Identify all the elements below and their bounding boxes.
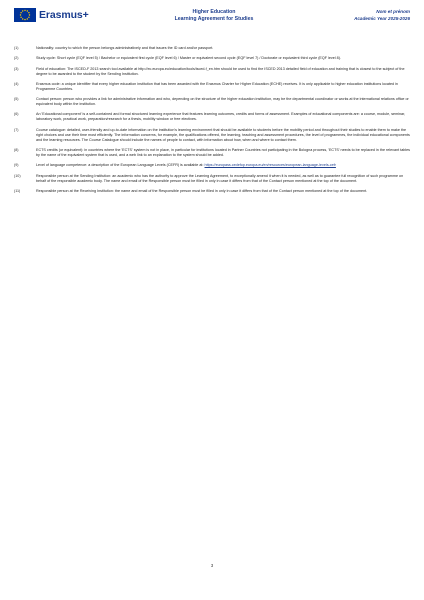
endnote-number: (7) (14, 127, 19, 132)
endnote (14, 112, 410, 122)
document-title (134, 9, 294, 23)
endnote-number: (9) (14, 163, 19, 168)
erasmus-logo (14, 8, 89, 22)
eu-flag-icon (14, 8, 36, 22)
endnote (14, 189, 410, 194)
endnote (14, 82, 410, 92)
endnote-text: ECTS credits (or equivalent): in countries where the 'ECTS' system is not in place, in particular for institutions located in Partner Countries not participating in the Bologna process, 'ECTS' needs to be replaced in the relevant tables by the name of the equivalent system that is used, and a web link to an explanation to the system should be added. (36, 148, 411, 158)
endnote-number: (3) (14, 66, 19, 71)
endnote-text: Responsible person at the Receiving Institution: the name and email of the Responsible person must be filled in only in case it differs from that of the Contact person mentioned at the top of the document. (36, 188, 368, 193)
endnote-text: Contact person: person who provides a link for administrative information and who, depending on the structure of the higher education institution, may be the departmental coordinator or works at the international relations office or equivalent body within the institution. (36, 97, 409, 107)
endnote-number: (1) (14, 46, 19, 50)
title-line-2: Learning Agreement for Studies (174, 16, 254, 22)
endnote-text: Responsible person at the Sending Institution: an academic who has the authority to approve the Learning Agreement, to exceptionally amend it when it is needed, as well as to guarantee full recognition of such programme on behalf of the responsible academic body. The name and email of the Responsible person must be filled in only in case it differs from that of the Contact person mentioned at the top of the document. (36, 173, 404, 183)
academic-year: Academic Year 2025-2026 (354, 15, 410, 21)
endnote (14, 163, 410, 168)
endnotes-list (14, 46, 410, 199)
endnote (14, 56, 410, 61)
logo-text: Erasmus+ (39, 9, 89, 21)
endnote-text: Level of language competence: a description of the European Language Levels (CEFR) is available at: (36, 163, 205, 168)
endnote (14, 128, 410, 143)
endnote (14, 148, 410, 158)
endnote-text: Course catalogue: detailed, user-friendly and up-to-date information on the institution's learning environment that should be available to students before the mobility period and throughout their studies to enable them to make the right choices and use their time most efficiently. The information concerns, for example, the qualifications offered, the learning, teaching and assessment procedures, the level of programmes, the individual educational components and the learning resources. The Course Catalogue should include the names of people to contact, with information about how, when and where to contact them. (36, 127, 410, 142)
endnote (14, 67, 410, 77)
header-meta (354, 9, 410, 22)
endnote-number: (10) (14, 173, 21, 178)
endnote-number: (11) (14, 188, 21, 193)
endnote-text: An 'Educational component' is a self-contained and formal structured learning experience that features learning outcomes, credits and forms of assessment. Examples of educational components are: a course, module, seminar, laboratory work, practical work, preparation/research for a thesis, mobility window or free electives. (36, 112, 406, 122)
page-number: 3 (210, 563, 214, 568)
endnote (14, 97, 410, 107)
endnote-text: Nationality: country to which the person belongs administratively and that issues the ID card and/or passport. (36, 46, 214, 50)
title-line-1: Higher Education (192, 9, 236, 15)
document-header (14, 8, 410, 42)
endnote-number: (6) (14, 112, 19, 117)
endnote (14, 46, 410, 51)
endnote (14, 174, 410, 184)
endnote-number: (4) (14, 81, 19, 86)
endnote-text-wrapper (36, 163, 410, 168)
endnote-text: Study cycle: Short cycle (EQF level 5) / Bachelor or equivalent first cycle (EQF level 6) / Master or equivalent second cycle (EQF level 7) / Doctorate or equivalent third cycle (EQF level 8). (36, 56, 341, 61)
endnote-text: Erasmus code: a unique identifier that every higher education institution that has been awarded with the Erasmus Charter for Higher Education (ECHE) receives. It is only applicable to higher education institutions located in Programme Countries. (36, 81, 398, 91)
cefr-link[interactable]: https://europass.cedefop.europa.eu/en/resources/european-language-levels-cefr (204, 163, 336, 168)
endnote-number: (5) (14, 97, 19, 102)
endnote-number: (8) (14, 148, 19, 153)
endnote-text: Field of education: The ISCED-F 2013 search tool available at http://ec.europa.eu/education/tools/isced-f_en.htm should be used to find the ISCED 2013 detailed field of education and training that is closest to the subject of the degree to be awarded to the student by the Sending Institution. (36, 66, 405, 76)
endnote-number: (2) (14, 56, 19, 61)
student-name: Nom et prénom (376, 9, 410, 14)
